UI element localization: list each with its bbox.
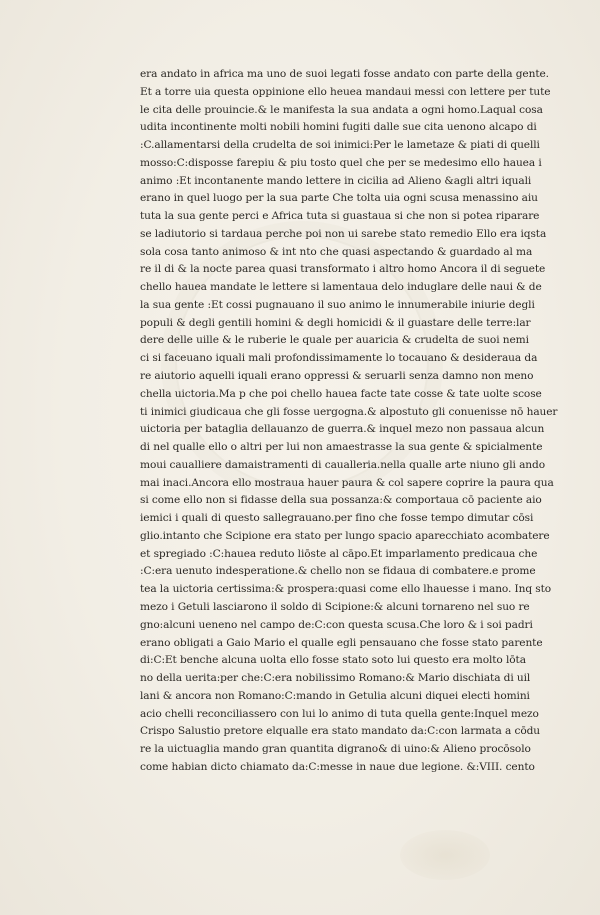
text-line: Crispo Salustio pretore elqualle era stato mandato da:C:con larmata a cōdu bbox=[140, 725, 540, 738]
text-line: :C.allamentarsi della crudelta de soi inimici:Per le lametaze & piati di quelli bbox=[140, 139, 540, 152]
text-line: glio.intanto che Scipione era stato per lungo spacio aparecchiato acombatere bbox=[140, 529, 550, 542]
text-line: populi & degli gentili homini & degli homicidi & il guastare delle terre:lar bbox=[140, 316, 531, 329]
text-line: mai inaci.Ancora ello mostraua hauer paura & col sapere coprire la paura qua bbox=[140, 476, 554, 489]
text-line: tuta la sua gente perci e Africa tuta si guastaua si che non si potea riparare bbox=[140, 210, 540, 223]
text-line: si come ello non si fidasse della sua possanza:& comportaua cō paciente aio bbox=[140, 494, 542, 507]
text-line: udita incontinente molti nobili homini fugiti dalle sue cita uenono alcapo di bbox=[140, 121, 537, 134]
text-block bbox=[140, 66, 580, 777]
text-line: le cita delle prouincie.& le manifesta la sua andata a ogni homo.Laqual cosa bbox=[140, 103, 543, 116]
text-line: ti inimici giudicaua che gli fosse uergogna.& alpostuto gli conuenisse nō hauer bbox=[140, 405, 558, 418]
text-line: sola cosa tanto animoso & int nto che quasi aspectando & guardado al ma bbox=[140, 245, 533, 258]
text-line: erano obligati a Gaio Mario el qualle egli pensauano che fosse stato parente bbox=[140, 636, 543, 649]
text-line: ci si faceuano iquali mali profondissimamente lo tocauano & desideraua da bbox=[140, 352, 538, 365]
text-line: tea la uictoria certissima:& prospera:quasi come ello lhauesse i mano. Inq sto bbox=[140, 583, 552, 596]
text-line: mezo i Getuli lasciarono il soldo di Scipione:& alcuni tornareno nel suo re bbox=[140, 600, 530, 613]
text-line: no della uerita:per che:C:era nobilissimo Romano:& Mario dischiata di uil bbox=[140, 672, 531, 685]
text-line: re il di & la nocte parea quasi transformato i altro homo Ancora il di seguete bbox=[140, 263, 546, 276]
text-line: erano in quel luogo per la sua parte Che tolta uia ogni scusa menassino aiu bbox=[140, 192, 538, 205]
text-line: et spregiado :C:hauea reduto liōste al cāpo.Et imparlamento predicaua che bbox=[140, 547, 538, 560]
text-line: re la uictuaglia mando gran quantita digrano& di uino:& Alieno procōsolo bbox=[140, 743, 531, 756]
text-line: iemici i quali di questo sallegrauano.per fino che fosse tempo dimutar cōsi bbox=[140, 512, 534, 525]
text-line: moui caualliere damaistramenti di caualleria.nella qualle arte niuno gli ando bbox=[140, 458, 545, 471]
text-line: di:C:Et benche alcuna uolta ello fosse stato soto lui questo era molto lōta bbox=[140, 654, 526, 667]
text-line: se ladiutorio si tardaua perche poi non ui sarebe stato remedio Ello era iqsta bbox=[140, 227, 547, 240]
text-line: mosso:C:disposse farepiu & piu tosto quel che per se medesimo ello hauea i bbox=[140, 156, 542, 169]
text-line: come habian dicto chiamato da:C:messe in naue due legione. &:VIII. cento bbox=[140, 760, 535, 773]
text-line: era andato in africa ma uno de suoi legati fosse andato con parte della gente. bbox=[140, 68, 549, 80]
text-line: gno:alcuni ueneno nel campo de:C:con questa scusa.Che loro & i soi padri bbox=[140, 618, 533, 631]
text-line: di nel qualle ello o altri per lui non amaestrasse la sua gente & spicialmente bbox=[140, 441, 543, 454]
text-line: animo :Et incontanente mando lettere in cicilia ad Alieno &agli altri iquali bbox=[140, 174, 532, 187]
text-line: Et a torre uia questa oppinione ello heuea mandaui messi con lettere per tute bbox=[140, 85, 551, 98]
text-line: la sua gente :Et cossi pugnauano il suo animo le innumerabile iniurie degli bbox=[140, 298, 535, 311]
text-line: lani & ancora non Romano:C:mando in Getulia alcuni diquei electi homini bbox=[140, 689, 530, 702]
text-line: dere delle uille & le ruberie le quale per auaricia & crudelta de suoi nemi bbox=[140, 334, 529, 347]
text-line: re aiutorio aquelli iquali erano oppressi & seruarli senza damno non meno bbox=[140, 370, 534, 383]
text-line: acio chelli reconciliassero con lui lo animo di tuta quella gente:Inquel mezo bbox=[140, 707, 539, 720]
text-line: chello hauea mandate le lettere si lamentaua delo induglare delle naui & de bbox=[140, 281, 542, 294]
text-line: chella uictoria.Ma p che poi chello hauea facte tate cosse & tate uolte scose bbox=[140, 387, 542, 400]
text-line: :C:era uenuto indesperatione.& chello non se fidaua di combatere.e prome bbox=[140, 565, 536, 578]
text-line: uictoria per bataglia dellauanzo de guerra.& inquel mezo non passaua alcun bbox=[140, 423, 545, 436]
